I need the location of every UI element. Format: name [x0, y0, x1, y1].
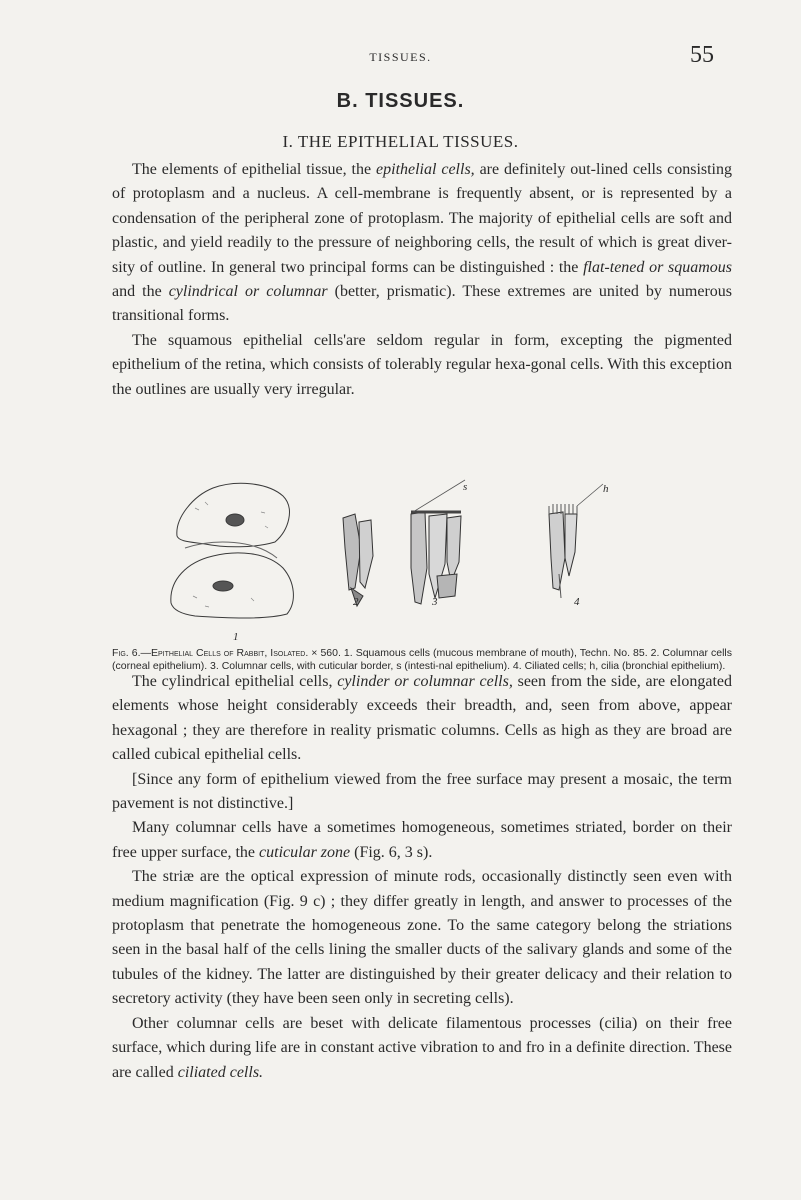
figure-illustration	[165, 478, 635, 643]
paragraph: The squamous epithelial cells'are seldom regular in form, excepting the pigmented epithelium of the retina, which consists of tolerably regular hexa-gonal cells. With this exception the outlines are usually very irregular.	[112, 331, 732, 398]
caption-text: × 560. 1. Squamous cells (mucous membrane of mouth), Techn. No. 85. 2. Columnar cells (corneal epithelium). 3. Columnar cells, with cuticular border, s (intesti-nal epithelium). 4. Ciliated cells; h, cilia (bronchial epithelium).	[112, 647, 732, 672]
columnar-cuticle-cells-group	[411, 512, 461, 604]
paragraph: Many columnar cells have a sometimes homogeneous, sometimes striated, border on their free upper surface, the cuticular zone (Fig. 6, 3 s).	[112, 819, 732, 861]
subsection-title: I. THE EPITHELIAL TISSUES.	[282, 132, 519, 151]
figure-label-4: 4	[574, 596, 580, 608]
paragraph: Other columnar cells are beset with delicate filamentous processes (cilia) on their free surface, which during life are in constant active vibration to and fro in a definite direction. These are called ciliated cells.	[112, 1014, 732, 1081]
figure-label-1: 1	[233, 631, 239, 643]
body-text-bottom	[112, 670, 732, 1085]
paragraph: The cylindrical epithelial cells, cylinder or columnar cells, seen from the side, are elongated elements whose height considerably exceeds their breadth, and, seen from above, appear hexagonal ; they are therefore in reality prismatic columns. Cells as high as they are broad are called cubical epithelial cells.	[112, 673, 733, 764]
running-head: TISSUES.	[369, 50, 432, 64]
paragraph: The striæ are the optical expression of minute rods, occasionally distinctly seen even with medium magnification (Fig. 9 c) ; they differ greatly in length, and answer to processes of the protoplasm that penetrate the homogeneous zone. To the same category belong the striations seen in the basal half of the cells lining the smaller ducts of the salivary glands and some of the tubules of the kidney. The latter are distinguished by their greater delicacy and their relation to secretory activity (they have been seen only in secreting cells).	[112, 868, 732, 1008]
columnar-cells-group	[343, 514, 373, 606]
figure-label-s: s	[463, 481, 468, 493]
figure-epithelial-cells	[165, 478, 635, 643]
body-text-top	[112, 158, 732, 402]
page-number: 55	[690, 42, 714, 68]
squamous-nucleus	[226, 514, 244, 526]
figure-label-h: h	[603, 483, 609, 495]
figure-label-2: 2	[353, 596, 359, 608]
ciliated-cells-group	[549, 504, 577, 598]
paragraph: [Since any form of epithelium viewed from the free surface may present a mosaic, the term pavement is not distinctive.]	[112, 770, 732, 813]
caption-lead: Fig. 6.—Epithelial Cells of Rabbit, Isolated.	[112, 647, 309, 659]
section-title: B. TISSUES.	[336, 90, 465, 112]
squamous-nucleus	[213, 581, 233, 591]
figure-label-3: 3	[432, 596, 438, 608]
paragraph: The elements of epithelial tissue, the epithelial cells, are definitely out-lined cells consisting of protoplasm and a nucleus. A cell-membrane is frequently absent, or is represented by a condensation of the peripheral zone of protoplasm. The majority of epithelial cells are soft and plastic, and yield readily to the pressure of neighboring cells, the result of which is great diver-sity of outline. In general two principal forms can be distinguished : the flat-tened or squamous and the cylindrical or columnar (better, prismatic). These extremes are united by numerous transitional forms.	[112, 161, 733, 325]
